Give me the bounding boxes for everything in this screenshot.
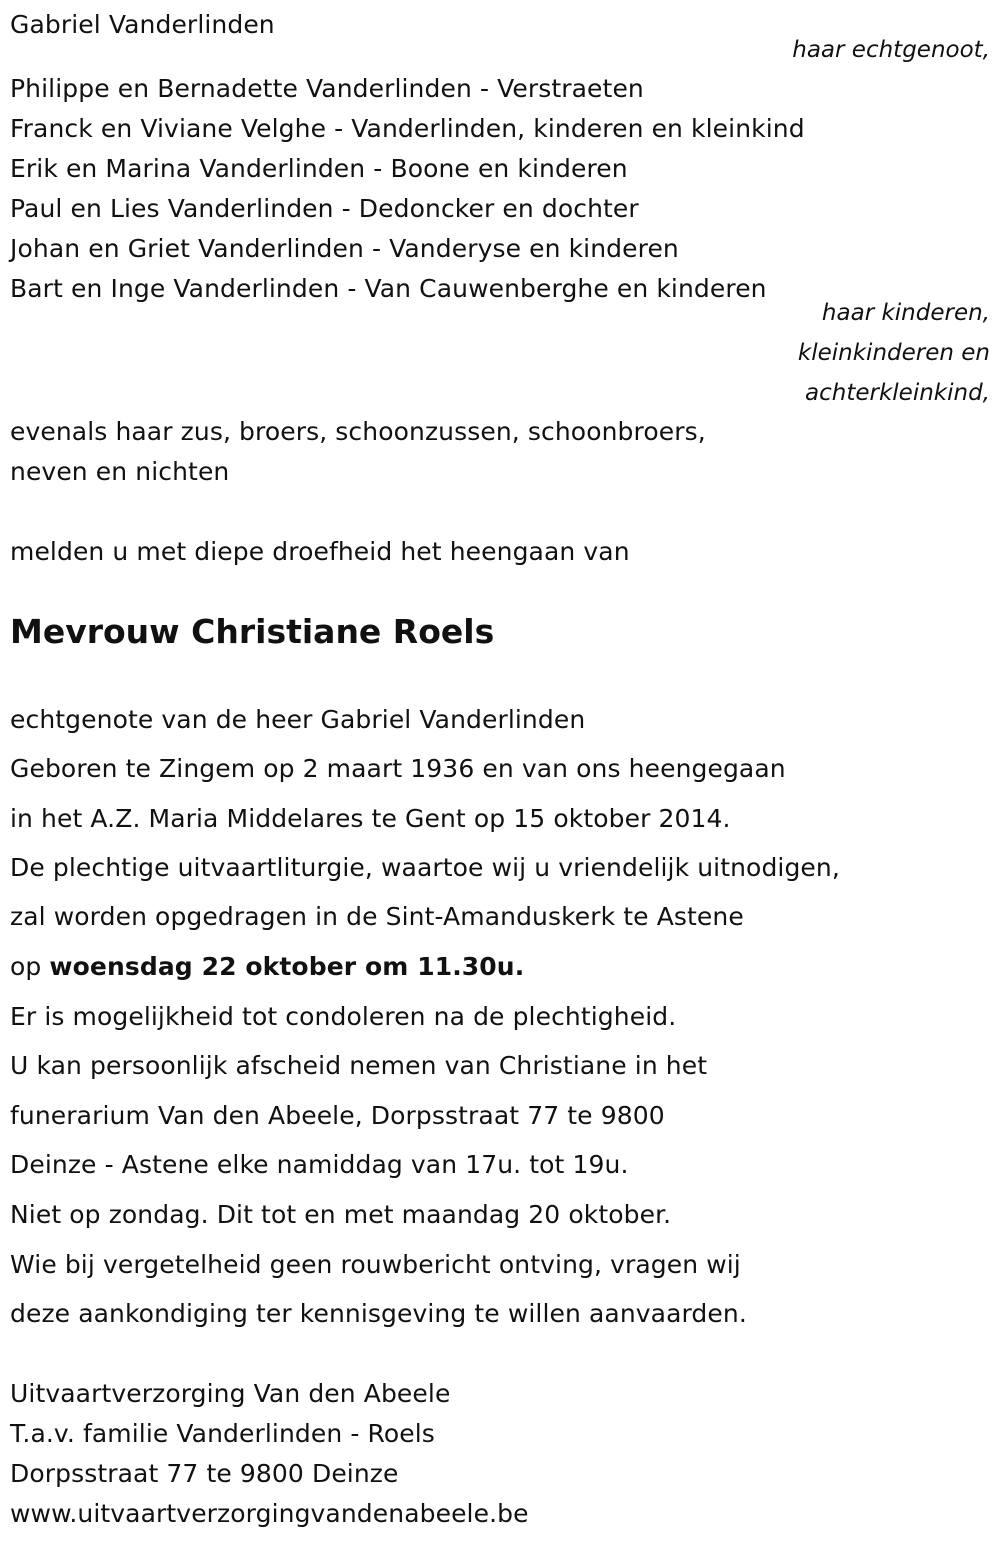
detail-line-1: echtgenote van de heer Gabriel Vanderlinden xyxy=(10,705,586,734)
detail-line-3: in het A.Z. Maria Middelares te Gent op 15 oktober 2014. xyxy=(10,804,731,833)
child-line-3: Erik en Marina Vanderlinden - Boone en kinderen xyxy=(10,154,628,183)
footer-company: Uitvaartverzorging Van den Abeele xyxy=(10,1379,451,1408)
children-role-3: achterkleinkind, xyxy=(805,380,990,406)
child-line-4: Paul en Lies Vanderlinden - Dedoncker en dochter xyxy=(10,194,639,223)
announcement: melden u met diepe droefheid het heengaan van xyxy=(10,537,630,566)
detail-line-4: De plechtige uitvaartliturgie, waartoe wij u vriendelijk uitnodigen, xyxy=(10,853,840,882)
detail-line-6 xyxy=(10,952,524,982)
child-line-6: Bart en Inge Vanderlinden - Van Cauwenberghe en kinderen xyxy=(10,274,767,303)
footer-website: www.uitvaartverzorgingvandenabeele.be xyxy=(10,1499,529,1528)
deceased-name: Mevrouw Christiane Roels xyxy=(10,612,495,651)
detail-line-9: funerarium Van den Abeele, Dorpsstraat 77 te 9800 xyxy=(10,1101,665,1130)
ceremony-date: woensdag 22 oktober om 11.30u. xyxy=(49,952,525,981)
child-line-2: Franck en Viviane Velghe - Vanderlinden, kinderen en kleinkind xyxy=(10,114,805,143)
spouse-name: Gabriel Vanderlinden xyxy=(10,10,275,39)
children-role-2: kleinkinderen en xyxy=(797,340,990,366)
detail-line-11: Niet op zondag. Dit tot en met maandag 20 oktober. xyxy=(10,1200,672,1229)
child-line-1: Philippe en Bernadette Vanderlinden - Verstraeten xyxy=(10,74,644,103)
detail-line-12: Wie bij vergetelheid geen rouwbericht ontving, vragen wij xyxy=(10,1250,741,1279)
child-line-5: Johan en Griet Vanderlinden - Vanderyse en kinderen xyxy=(10,234,679,263)
detail-line-10: Deinze - Astene elke namiddag van 17u. tot 19u. xyxy=(10,1150,629,1179)
children-role-1: haar kinderen, xyxy=(821,300,990,326)
detail-line-6-prefix: op xyxy=(10,952,50,981)
detail-line-13: deze aankondiging ter kennisgeving te willen aanvaarden. xyxy=(10,1299,747,1328)
footer-attn: T.a.v. familie Vanderlinden - Roels xyxy=(10,1419,435,1448)
spouse-role: haar echtgenoot, xyxy=(792,37,990,63)
relatives-line-2: neven en nichten xyxy=(10,457,230,486)
detail-line-8: U kan persoonlijk afscheid nemen van Christiane in het xyxy=(10,1051,708,1080)
detail-line-2: Geboren te Zingem op 2 maart 1936 en van ons heengegaan xyxy=(10,754,786,783)
detail-line-7: Er is mogelijkheid tot condoleren na de plechtigheid. xyxy=(10,1002,677,1031)
footer-address: Dorpsstraat 77 te 9800 Deinze xyxy=(10,1459,399,1488)
relatives-line-1: evenals haar zus, broers, schoonzussen, schoonbroers, xyxy=(10,417,706,446)
detail-line-5: zal worden opgedragen in de Sint-Amanduskerk te Astene xyxy=(10,902,744,931)
